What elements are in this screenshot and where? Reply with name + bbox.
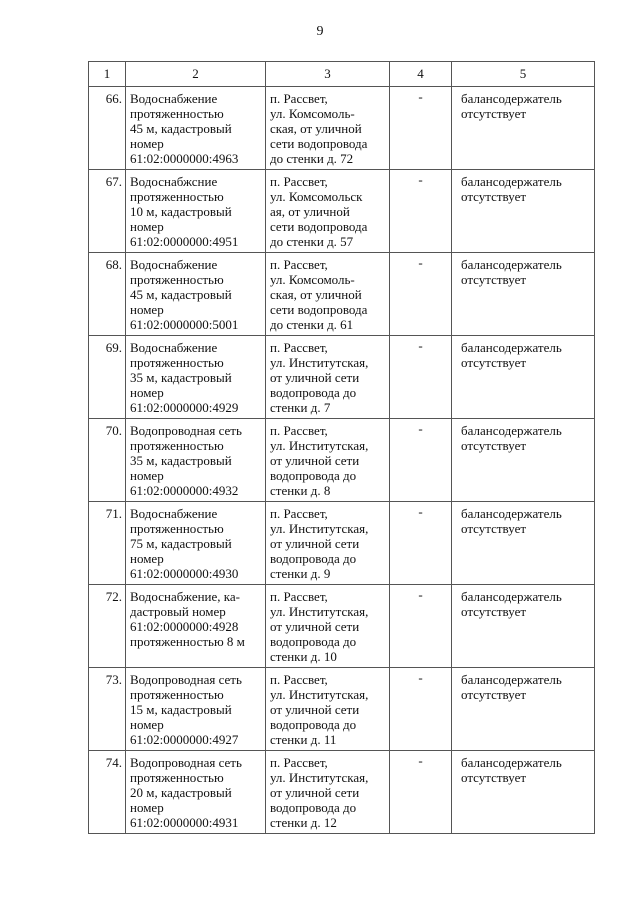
address-line: стенки д. 7 — [270, 400, 331, 415]
balance-holder-line: балансодержатель — [461, 755, 562, 770]
row-number-cell — [89, 253, 126, 336]
column-4-cell — [390, 585, 452, 668]
object-name-line: Водоснабжение — [130, 257, 218, 272]
header-col-2: 2 — [126, 62, 266, 87]
address-line: ул. Институтская, — [270, 604, 369, 619]
column-4-cell — [390, 336, 452, 419]
object-name-line: протяженностью — [130, 272, 224, 287]
table-row — [89, 419, 595, 502]
address-cell — [266, 668, 390, 751]
object-name-line: 35 м, кадастровый — [130, 370, 232, 385]
object-name-line: Водоснабжсние — [130, 174, 218, 189]
address-line: до стенки д. 61 — [270, 317, 354, 332]
row-number: 72. — [105, 589, 122, 604]
balance-holder-line: балансодержатель — [461, 257, 562, 272]
object-name-line: 61:02:0000000:4932 — [130, 483, 239, 498]
address-line: от уличной сети — [270, 453, 360, 468]
object-name-line: Водоснабжение, ка- — [130, 589, 241, 604]
address-line: п. Рассвет, — [270, 257, 328, 272]
object-name-line: номер — [130, 385, 164, 400]
balance-holder-cell — [452, 502, 595, 585]
address-line: до стенки д. 72 — [270, 151, 354, 166]
table-row — [89, 253, 595, 336]
address-line: водопровода до — [270, 634, 357, 649]
table-header-row — [89, 62, 595, 87]
table-row — [89, 668, 595, 751]
balance-holder-cell — [452, 668, 595, 751]
address-line: водопровода до — [270, 385, 357, 400]
address-line: ул. Институтская, — [270, 355, 369, 370]
object-name-line: Водоснабжение — [130, 340, 218, 355]
object-name-line: 61:02:0000000:4951 — [130, 234, 239, 249]
address-line: ул. Институтская, — [270, 521, 369, 536]
balance-holder-line: отсутствует — [461, 521, 527, 536]
object-name-line: протяженностью — [130, 189, 224, 204]
address-cell — [266, 502, 390, 585]
balance-holder-cell — [452, 253, 595, 336]
object-name-line: протяженностью 8 м — [130, 634, 245, 649]
column-4-cell — [390, 170, 452, 253]
object-name-line: 61:02:0000000:4931 — [130, 815, 239, 830]
row-number-cell — [89, 751, 126, 834]
column-4-cell — [390, 419, 452, 502]
address-line: ул. Комсомольск — [270, 189, 363, 204]
address-cell — [266, 585, 390, 668]
row-number: 70. — [105, 423, 122, 438]
address-line: водопровода до — [270, 468, 357, 483]
object-name-line: дастровый номер — [130, 604, 226, 619]
object-name-line: 10 м, кадастровый — [130, 204, 232, 219]
address-line: ул. Комсомоль- — [270, 272, 355, 287]
table-row — [89, 170, 595, 253]
object-name-line: 45 м, кадастровый — [130, 121, 232, 136]
balance-holder-line: балансодержатель — [461, 423, 562, 438]
table-row — [89, 751, 595, 834]
table-body — [89, 87, 595, 834]
balance-holder-cell — [452, 751, 595, 834]
object-name-line: 15 м, кадастровый — [130, 702, 232, 717]
object-name-cell — [126, 585, 266, 668]
object-name-line: протяженностью — [130, 687, 224, 702]
object-name-line: 61:02:0000000:4927 — [130, 732, 239, 747]
table-row — [89, 502, 595, 585]
row-number-cell — [89, 87, 126, 170]
object-name-cell — [126, 253, 266, 336]
object-name-line: 35 м, кадастровый — [130, 453, 232, 468]
row-number-cell — [89, 336, 126, 419]
balance-holder-cell — [452, 585, 595, 668]
object-name-cell — [126, 336, 266, 419]
object-name-line: Водопроводная сеть — [130, 672, 242, 687]
object-name-line: протяженностью — [130, 438, 224, 453]
balance-holder-line: балансодержатель — [461, 672, 562, 687]
object-name-line: протяженностью — [130, 355, 224, 370]
address-line: п. Рассвет, — [270, 589, 328, 604]
object-name-line: 61:02:0000000:4930 — [130, 566, 239, 581]
address-line: п. Рассвет, — [270, 672, 328, 687]
object-name-line: Водоснабжение — [130, 91, 218, 106]
object-name-line: номер — [130, 717, 164, 732]
address-line: ул. Институтская, — [270, 770, 369, 785]
balance-holder-line: отсутствует — [461, 687, 527, 702]
object-name-line: 75 м, кадастровый — [130, 536, 232, 551]
address-line: сети водопровода — [270, 136, 368, 151]
balance-holder-cell — [452, 336, 595, 419]
address-cell — [266, 419, 390, 502]
address-line: стенки д. 8 — [270, 483, 331, 498]
address-line: ская, от уличной — [270, 121, 362, 136]
column-4-value: - — [418, 338, 423, 353]
balance-holder-line: отсутствует — [461, 438, 527, 453]
address-line: п. Рассвет, — [270, 91, 328, 106]
column-4-value: - — [418, 753, 423, 768]
address-line: п. Рассвет, — [270, 755, 328, 770]
balance-holder-line: балансодержатель — [461, 340, 562, 355]
object-name-line: номер — [130, 136, 164, 151]
row-number: 68. — [105, 257, 122, 272]
address-line: ская, от уличной — [270, 287, 362, 302]
row-number: 74. — [105, 755, 122, 770]
balance-holder-line: отсутствует — [461, 189, 527, 204]
object-name-line: номер — [130, 302, 164, 317]
column-4-value: - — [418, 504, 423, 519]
balance-holder-cell — [452, 170, 595, 253]
address-line: сети водопровода — [270, 302, 368, 317]
object-name-line: 61:02:0000000:4928 — [130, 619, 239, 634]
balance-holder-line: отсутствует — [461, 604, 527, 619]
column-4-value: - — [418, 587, 423, 602]
address-line: п. Рассвет, — [270, 423, 328, 438]
table-row — [89, 336, 595, 419]
address-line: п. Рассвет, — [270, 174, 328, 189]
object-name-line: 61:02:0000000:4963 — [130, 151, 239, 166]
object-name-line: 45 м, кадастровый — [130, 287, 232, 302]
balance-holder-line: балансодержатель — [461, 589, 562, 604]
address-line: водопровода до — [270, 717, 357, 732]
object-name-line: Водопроводная сеть — [130, 423, 242, 438]
address-cell — [266, 87, 390, 170]
row-number: 71. — [105, 506, 122, 521]
column-4-cell — [390, 751, 452, 834]
column-4-value: - — [418, 89, 423, 104]
address-line: от уличной сети — [270, 785, 360, 800]
row-number: 73. — [105, 672, 122, 687]
object-name-line: номер — [130, 800, 164, 815]
row-number-cell — [89, 585, 126, 668]
row-number-cell — [89, 419, 126, 502]
address-line: стенки д. 9 — [270, 566, 331, 581]
address-line: стенки д. 10 — [270, 649, 337, 664]
column-4-value: - — [418, 255, 423, 270]
balance-holder-line: отсутствует — [461, 106, 527, 121]
address-cell — [266, 751, 390, 834]
address-line: ул. Комсомоль- — [270, 106, 355, 121]
object-name-line: номер — [130, 219, 164, 234]
address-line: стенки д. 12 — [270, 815, 337, 830]
column-4-cell — [390, 502, 452, 585]
object-name-cell — [126, 170, 266, 253]
column-4-cell — [390, 253, 452, 336]
column-4-value: - — [418, 172, 423, 187]
registry-table — [88, 61, 595, 834]
object-name-line: 61:02:0000000:5001 — [130, 317, 239, 332]
balance-holder-line: отсутствует — [461, 355, 527, 370]
balance-holder-line: балансодержатель — [461, 174, 562, 189]
header-col-5: 5 — [452, 62, 595, 87]
object-name-cell — [126, 419, 266, 502]
address-line: водопровода до — [270, 800, 357, 815]
address-line: от уличной сети — [270, 619, 360, 634]
balance-holder-line: балансодержатель — [461, 91, 562, 106]
column-4-value: - — [418, 421, 423, 436]
header-col-4: 4 — [390, 62, 452, 87]
row-number-cell — [89, 170, 126, 253]
object-name-line: номер — [130, 468, 164, 483]
address-line: ая, от уличной — [270, 204, 350, 219]
column-4-cell — [390, 87, 452, 170]
object-name-line: Водоснабжение — [130, 506, 218, 521]
object-name-cell — [126, 87, 266, 170]
balance-holder-cell — [452, 419, 595, 502]
column-4-value: - — [418, 670, 423, 685]
object-name-line: протяженностью — [130, 106, 224, 121]
object-name-line: 61:02:0000000:4929 — [130, 400, 239, 415]
table-row — [89, 87, 595, 170]
address-cell — [266, 336, 390, 419]
row-number: 69. — [105, 340, 122, 355]
balance-holder-cell — [452, 87, 595, 170]
address-line: стенки д. 11 — [270, 732, 337, 747]
address-line: ул. Институтская, — [270, 438, 369, 453]
header-col-3: 3 — [266, 62, 390, 87]
address-line: водопровода до — [270, 551, 357, 566]
balance-holder-line: отсутствует — [461, 770, 527, 785]
address-line: от уличной сети — [270, 370, 360, 385]
address-line: ул. Институтская, — [270, 687, 369, 702]
object-name-line: Водопроводная сеть — [130, 755, 242, 770]
header-col-1: 1 — [89, 62, 126, 87]
address-line: п. Рассвет, — [270, 340, 328, 355]
table-row — [89, 585, 595, 668]
balance-holder-line: балансодержатель — [461, 506, 562, 521]
address-cell — [266, 253, 390, 336]
row-number: 66. — [105, 91, 122, 106]
column-4-cell — [390, 668, 452, 751]
object-name-cell — [126, 751, 266, 834]
row-number-cell — [89, 502, 126, 585]
object-name-line: протяженностью — [130, 521, 224, 536]
address-cell — [266, 170, 390, 253]
row-number-cell — [89, 668, 126, 751]
address-line: до стенки д. 57 — [270, 234, 354, 249]
object-name-line: протяженностью — [130, 770, 224, 785]
page-number: 9 — [316, 24, 324, 39]
object-name-line: 20 м, кадастровый — [130, 785, 232, 800]
balance-holder-line: отсутствует — [461, 272, 527, 287]
address-line: сети водопровода — [270, 219, 368, 234]
object-name-line: номер — [130, 551, 164, 566]
object-name-cell — [126, 502, 266, 585]
object-name-cell — [126, 668, 266, 751]
row-number: 67. — [105, 174, 122, 189]
address-line: от уличной сети — [270, 536, 360, 551]
address-line: от уличной сети — [270, 702, 360, 717]
address-line: п. Рассвет, — [270, 506, 328, 521]
